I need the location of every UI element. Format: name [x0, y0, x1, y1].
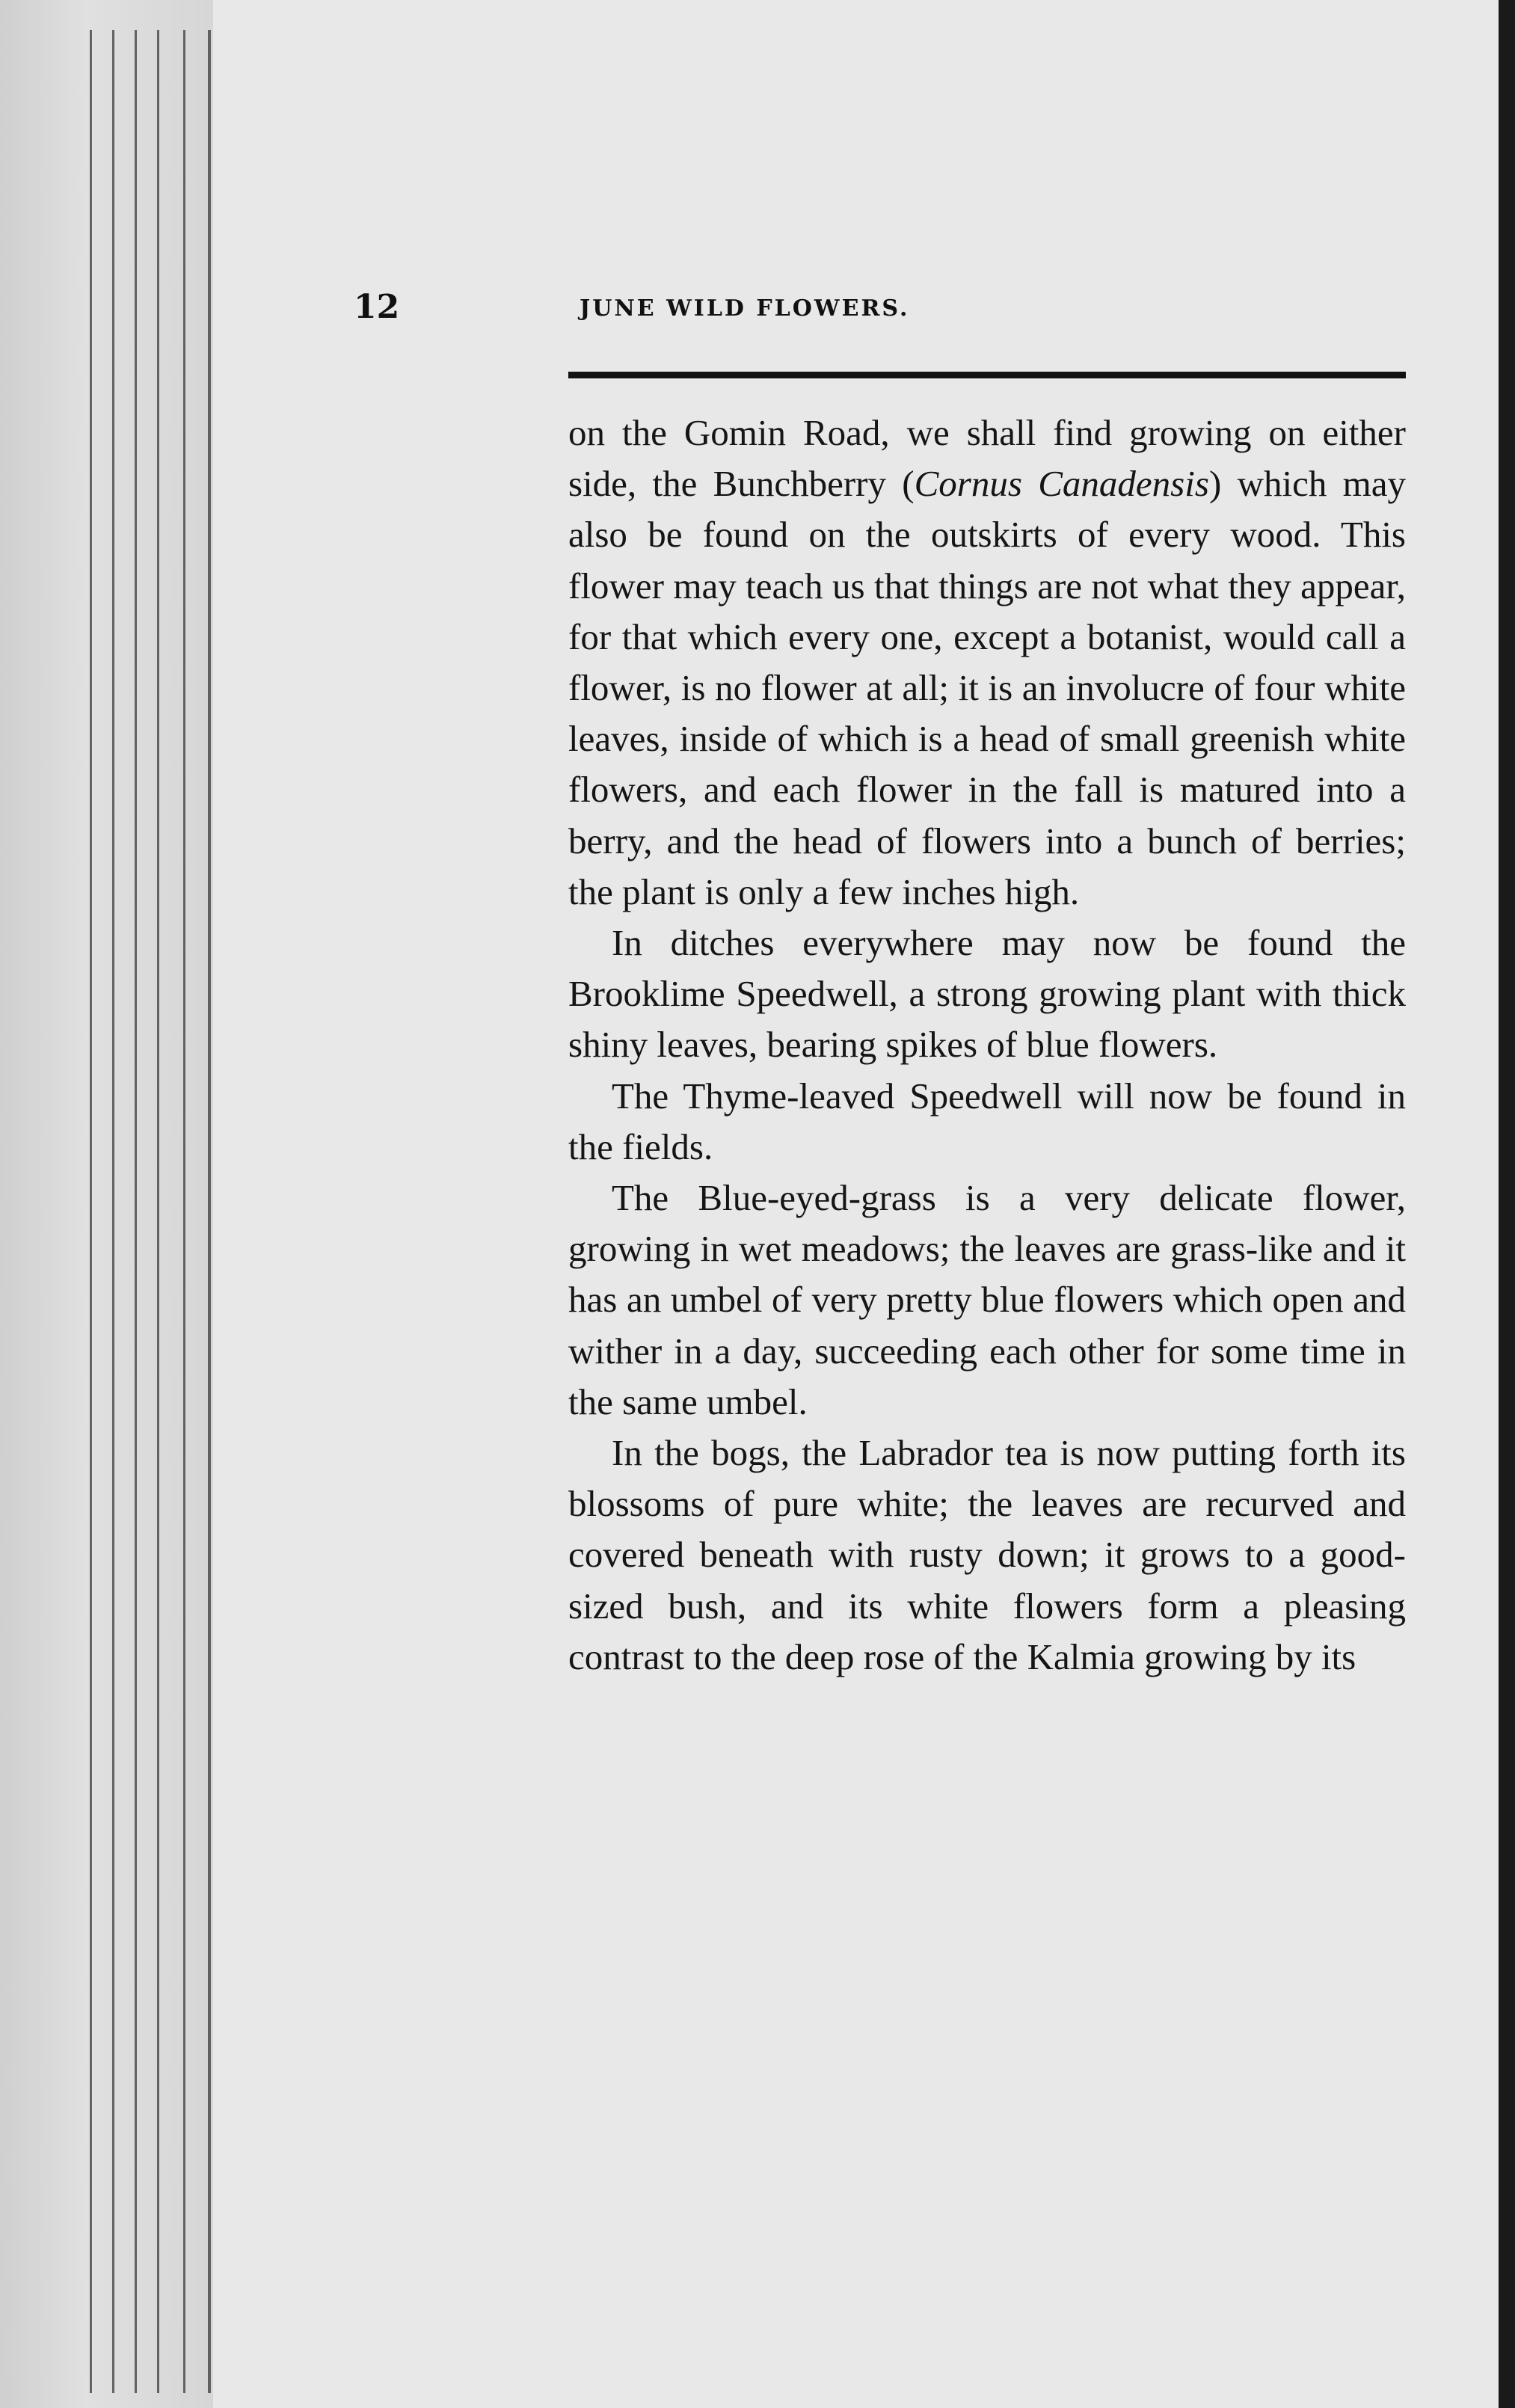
paragraph [568, 408, 1406, 918]
latin-name: Cornus Canadensis [914, 463, 1209, 505]
page-edge-line [208, 30, 211, 2393]
running-title: JUNE WILD FLOWERS. [580, 295, 910, 322]
page-edge-line [183, 30, 185, 2393]
paragraph: In the bogs, the Labrador tea is now putting forth its blossoms of pure white; the leaves are recurved and covered beneath with rusty down; it grows to a good-sized bush, and its white flowers form a pleasing contrast to the deep rose of the Kalmia growing by its [568, 1432, 1406, 1677]
paragraph: The Thyme-leaved Speedwell will now be found in the fields. [568, 1075, 1406, 1167]
scan-border [1499, 0, 1515, 2408]
header-rule [568, 372, 1406, 378]
page-stack-edges [0, 0, 213, 2408]
paragraph-text: on the Gomin Road, we shall find growing on either side, the Bunchberry ( [568, 412, 1406, 505]
page-edge-line [90, 30, 92, 2393]
paragraph: In ditches everywhere may now be found the Brooklime Speedwell, a strong growing plant with thick shiny leaves, bearing spikes of blue flowers. [568, 922, 1406, 1066]
page-edge-line [135, 30, 137, 2393]
paragraph-text: ) which may also be found on the outskirts of every wood. This flower may teach us that things are not what they appear, for that which every one, except a botanist, would call a flower, is no flower at all; it is an involucre of four white leaves, inside of which is a head of small greenish white flowers, and each flower in the fall is matured into a berry, and the head of flowers into a bunch of berries; the plant is only a few inches high. [568, 463, 1406, 912]
paragraph: The Blue-eyed-grass is a very delicate flower, growing in wet meadows; the leaves are grass-like and it has an umbel of very pretty blue flowers which open and wither in a day, succeeding each other for some time in the same umbel. [568, 1177, 1406, 1422]
page-edge-line [157, 30, 159, 2393]
page-number: 12 [354, 288, 400, 326]
page-header [354, 288, 1407, 333]
page-edge-line [112, 30, 114, 2393]
page-body [568, 408, 1406, 1683]
